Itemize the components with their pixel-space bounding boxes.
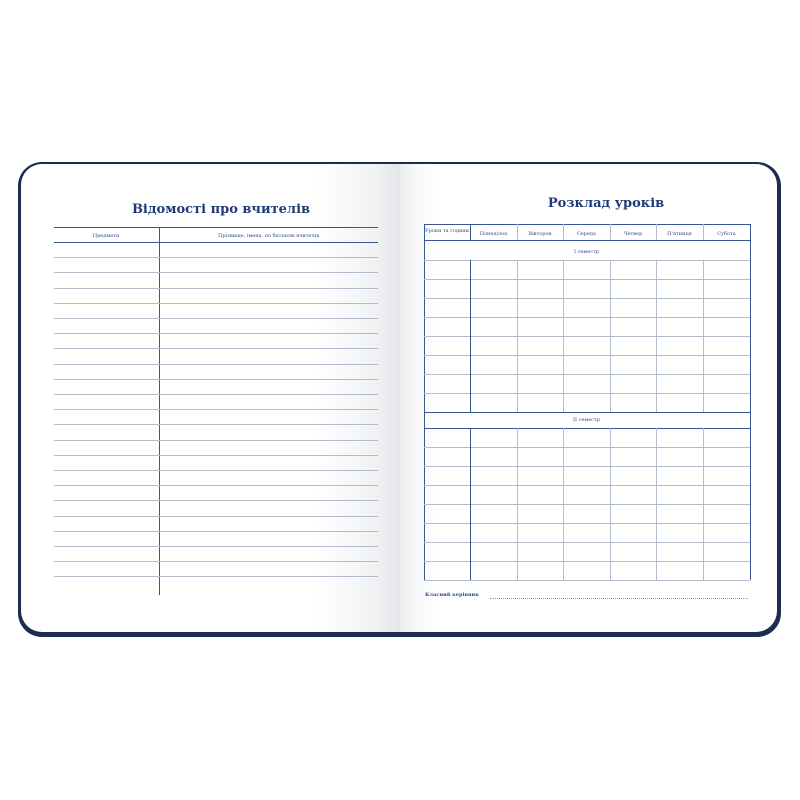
- schedule-row: [424, 580, 750, 581]
- teachers-table-row: [54, 500, 378, 501]
- teachers-table-row: [54, 455, 378, 456]
- schedule-column-divider: [563, 428, 564, 580]
- schedule-column-divider: [517, 260, 518, 412]
- teachers-table-row: [54, 409, 378, 410]
- teachers-table-row: [54, 318, 378, 319]
- teachers-table-row: [54, 440, 378, 441]
- teachers-table-row: [54, 348, 378, 349]
- teachers-table-row: [54, 516, 378, 517]
- schedule-border-left: [424, 224, 425, 580]
- teachers-table-top-border: [54, 227, 378, 228]
- schedule-column-divider: [610, 428, 611, 580]
- schedule-row: [424, 466, 750, 467]
- teachers-table-row: [54, 379, 378, 380]
- schedule-column-header: П'ятниця: [667, 231, 692, 237]
- schedule-row: [424, 298, 750, 299]
- schedule-column-header: Понеділок: [479, 231, 508, 237]
- class-teacher-label: Класний керівник: [425, 592, 479, 598]
- teachers-table-row: [54, 257, 378, 258]
- schedule-column-header: Субота: [717, 231, 736, 237]
- teachers-table-row: [54, 485, 378, 486]
- subjects-column-header: Предмети: [92, 233, 120, 239]
- schedule-row: [424, 355, 750, 356]
- teachers-table-row: [54, 303, 378, 304]
- schedule-row: [424, 504, 750, 505]
- semester-2-label: ІІ семестр: [573, 417, 600, 423]
- teachers-table-row: [54, 576, 378, 577]
- schedule-row: [424, 393, 750, 394]
- teachers-table-row: [54, 531, 378, 532]
- schedule-row: [424, 336, 750, 337]
- teachers-table-row: [54, 288, 378, 289]
- teachers-table-row: [54, 470, 378, 471]
- schedule-border-top: [424, 224, 750, 225]
- schedule-column-divider: [470, 428, 471, 580]
- teachers-table-row: [54, 272, 378, 273]
- schedule-column-header: Середа: [576, 231, 596, 237]
- semester-band-line: [424, 260, 750, 261]
- schedule-row: [424, 523, 750, 524]
- teachers-names-column-header: Прізвище, імена, по батькові вчителів: [217, 233, 320, 239]
- teachers-table-row: [54, 561, 378, 562]
- schedule-column-divider: [703, 428, 704, 580]
- schedule-row: [424, 561, 750, 562]
- schedule-row: [424, 542, 750, 543]
- schedule-row: [424, 374, 750, 375]
- teachers-table-row: [54, 333, 378, 334]
- semester-1-bottom: [424, 412, 750, 413]
- schedule-row: [424, 317, 750, 318]
- schedule-column-divider: [610, 260, 611, 412]
- schedule-column-divider: [563, 260, 564, 412]
- schedule-column-header: Четвер: [623, 231, 643, 237]
- teachers-table-row: [54, 394, 378, 395]
- schedule-column-divider: [656, 260, 657, 412]
- schedule-column-divider: [470, 260, 471, 412]
- teachers-table-divider: [159, 227, 160, 595]
- teachers-table-row: [54, 364, 378, 365]
- semester-band-line: [424, 428, 750, 429]
- schedule-column-divider: [703, 260, 704, 412]
- schedule-column-header: Вівторок: [528, 231, 552, 237]
- class-teacher-signature-line: [490, 598, 748, 599]
- schedule-column-divider: [656, 428, 657, 580]
- schedule-column-header: Уроки та години: [425, 228, 469, 234]
- teachers-table-row: [54, 546, 378, 547]
- schedule-column-divider: [517, 428, 518, 580]
- semester-1-label: І семестр: [574, 249, 599, 255]
- schedule-border-right: [750, 224, 751, 580]
- schedule-row: [424, 447, 750, 448]
- right-page: [400, 164, 777, 632]
- schedule-header-bottom: [424, 240, 750, 241]
- teachers-table-row: [54, 424, 378, 425]
- teachers-title: Відомості про вчителів: [131, 202, 311, 217]
- schedule-row: [424, 279, 750, 280]
- teachers-header-bottom-border: [54, 242, 378, 243]
- schedule-row: [424, 485, 750, 486]
- left-page: [21, 164, 400, 632]
- schedule-title: Розклад уроків: [547, 196, 665, 211]
